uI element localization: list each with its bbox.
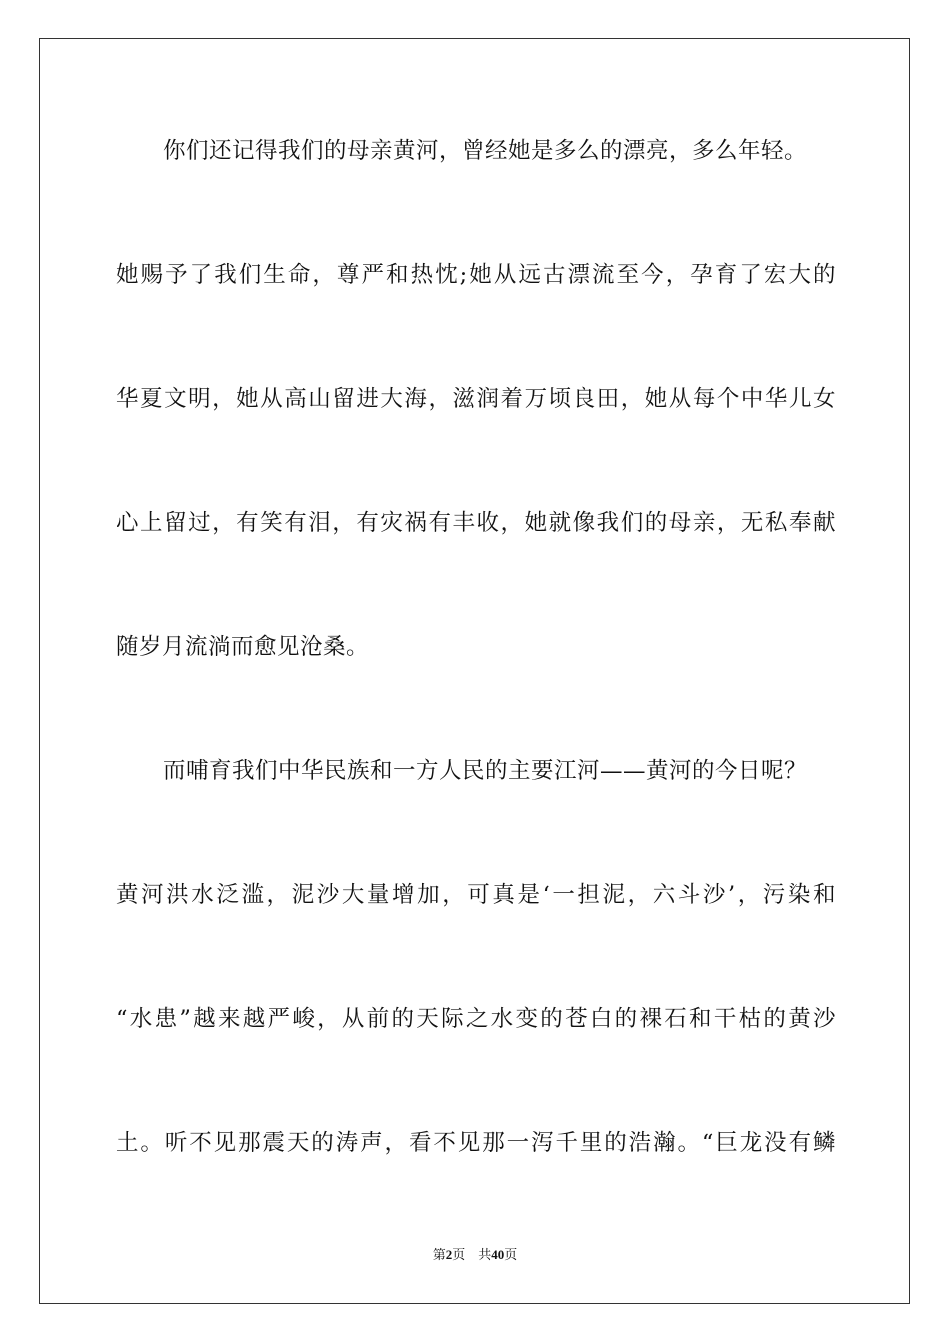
- paragraph-line: “水患”越来越严峻，从前的天际之水变的苍白的裸石和干枯的黄沙: [116, 1006, 836, 1032]
- paragraph-line: 心上留过，有笑有泪，有灾祸有丰收，她就像我们的母亲，无私奉献: [116, 510, 836, 536]
- footer-page-suffix: 页: [452, 1247, 466, 1262]
- paragraph-line: 土。听不见那震天的涛声，看不见那一泻千里的浩瀚。“巨龙没有鳞: [116, 1130, 836, 1156]
- footer-total-suffix: 页: [504, 1247, 518, 1262]
- footer-total-number: 40: [491, 1247, 505, 1262]
- footer-total-prefix: 共: [478, 1247, 492, 1262]
- paragraph-line: 而哺育我们中华民族和一方人民的主要江河——黄河的今日呢？: [163, 758, 808, 784]
- paragraph-line: 黄河洪水泛滥，泥沙大量增加，可真是‘一担泥，六斗沙’，污染和: [116, 882, 836, 908]
- page-border: [39, 38, 910, 1304]
- footer-page-number: 2: [445, 1247, 453, 1262]
- paragraph-line: 她赐予了我们生命，尊严和热忱;她从远古漂流至今，孕育了宏大的: [116, 262, 836, 288]
- footer-page-prefix: 第: [432, 1247, 446, 1262]
- paragraph-line: 华夏文明，她从高山留进大海，滋润着万顷良田，她从每个中华儿女: [116, 386, 836, 412]
- paragraph-line: 随岁月流淌而愈见沧桑。: [116, 634, 370, 660]
- paragraph-line: 你们还记得我们的母亲黄河，曾经她是多么的漂亮，多么年轻。: [163, 138, 808, 164]
- page-footer: [0, 1246, 950, 1264]
